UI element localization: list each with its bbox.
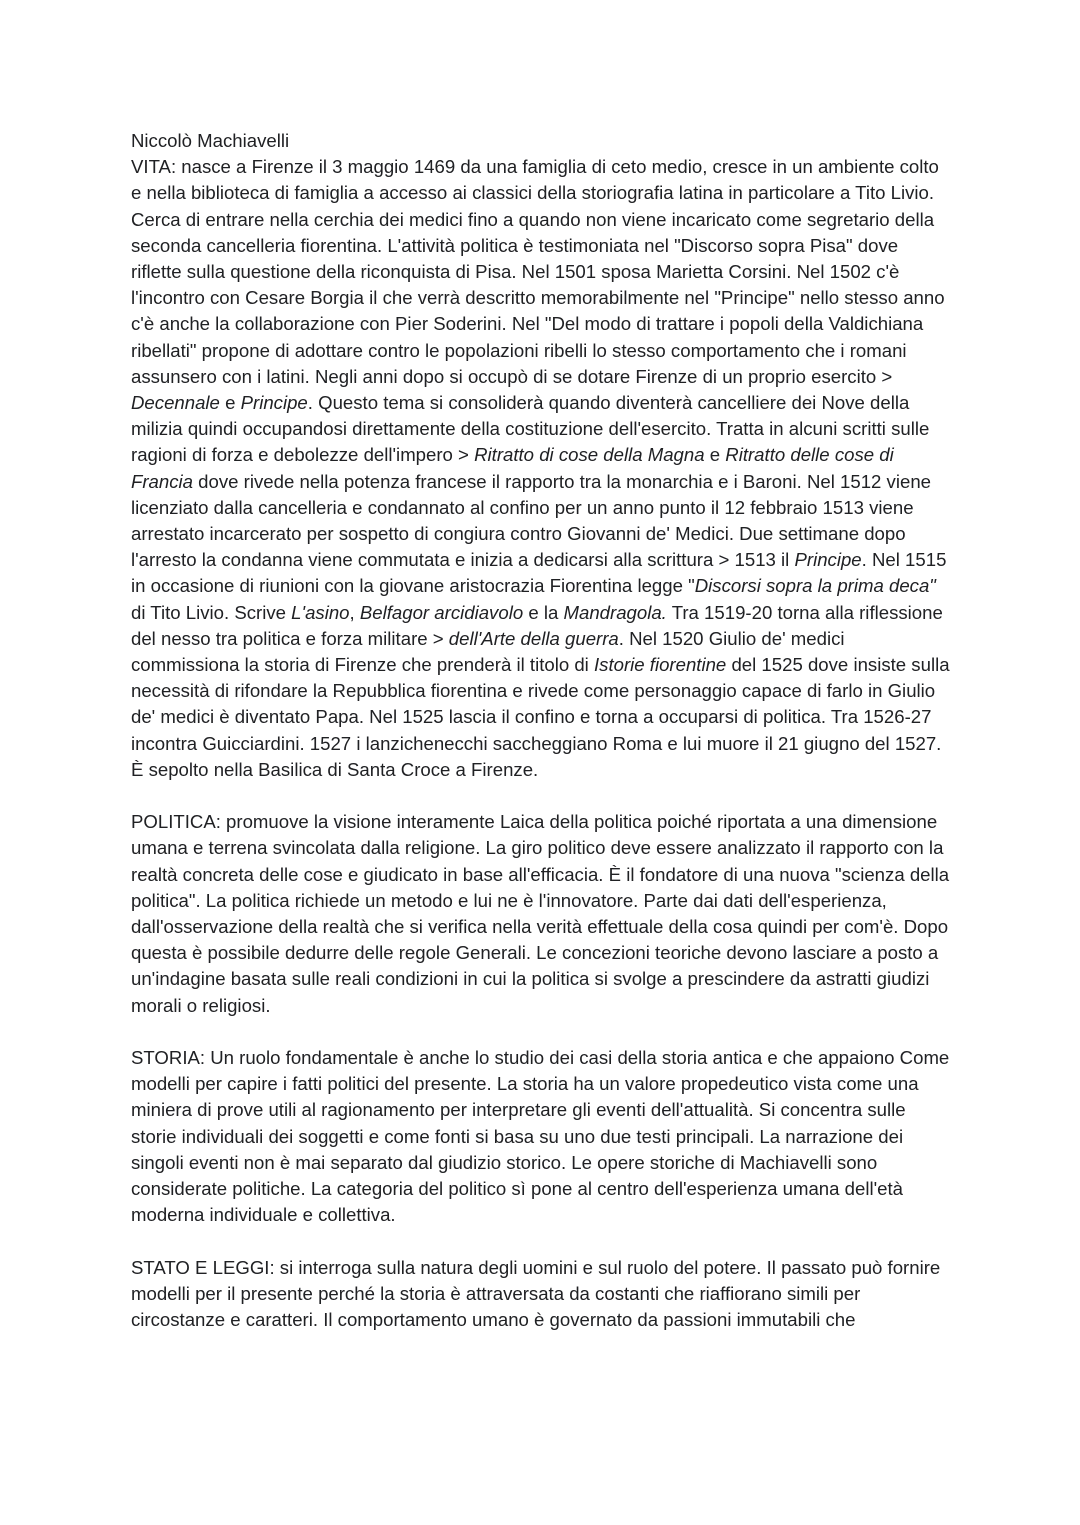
italic-title-mandragola: Mandragola. [563, 601, 667, 623]
italic-title-istorie-fiorentine: Istorie fiorentine [593, 654, 727, 676]
document-title: Niccolò Machiavelli [131, 130, 290, 151]
text-span: , [349, 601, 360, 623]
document-page [131, 128, 953, 1359]
text-span: di Tito Livio. Scrive [131, 601, 292, 623]
text-span: e [704, 444, 726, 466]
italic-title-arte-guerra: dell'Arte della guerra [448, 627, 619, 649]
paragraph-vita [131, 154, 953, 783]
italic-title-discorsi: Discorsi sopra la prima deca" [694, 575, 936, 597]
italic-title-decennale: Decennale [131, 392, 220, 414]
italic-title-principe: Principe [240, 392, 308, 414]
italic-title-ritratto-francia: Ritratto delle cose di Francia [131, 444, 894, 492]
paragraph-stato-e-leggi: STATO E LEGGI: si interroga sulla natura degli uomini e sul ruolo del potere. Il passato può fornire modelli per il presente perché la storia è attraversata da costanti che riaffiorano simili per circostanze e caratteri. Il comportamento umano è governato da passioni immutabili che [131, 1256, 941, 1331]
italic-title-ritratto-magna: Ritratto di cose della Magna [474, 444, 705, 466]
text-span: VITA: nasce a Firenze il 3 maggio 1469 da una famiglia di ceto medio, cresce in un ambiente colto e nella biblioteca di famiglia a accesso ai classici della storiografia latina in particolare a Tito Livio. Cerca di entrare nella cerchia dei medici fino a quando non viene incaricato come segretario della seconda cancelleria fiorentina. L'attività politica è testimoniata nel "Discorso sopra Pisa" dove riflette sulla questione della riconquista di Pisa. Nel 1501 sposa Marietta Corsini. Nel 1502 c'è l'incontro con Cesare Borgia il che verrà descritto memorabilmente nel "Principe" nello stesso anno c'è anche la collaborazione con Pier Soderini. Nel "Del modo di trattare i popoli della Valdichiana ribellati" propone di adottare contro le popolazioni ribelli lo stesso comportamento che i romani assunsero con i latini. Negli anni dopo si occupò di se dotare Firenze di un proprio esercito > [131, 156, 945, 387]
text-span: Tra 1519-20 torna alla riflessione del nesso tra politica e forza militare > [131, 601, 943, 649]
text-span: . Nel 1515 in occasione di riunioni con la giovane aristocrazia Fiorentina legge " [131, 549, 947, 597]
italic-title-principe: Principe [794, 549, 862, 571]
text-span: dove rivede nella potenza francese il rapporto tra la monarchia e i Baroni. Nel 1512 viene licenziato dalla cancelleria e condannato al confino per un anno punto il 12 febbraio 1513 viene arrestato incarcerato per sospetto di congiura contro Giovanni de' Medici. Due settimane dopo l'arresto la condanna viene commutata e inizia a dedicarsi alla scrittura > 1513 il [131, 470, 932, 571]
text-span: . Questo tema si consoliderà quando diventerà cancelliere dei Nove della milizia quindi occupandosi direttamente della costituzione dell'esercito. Tratta in alcuni scritti sulle ragioni di forza e debolezze dell'impero > [131, 392, 930, 466]
paragraph-storia: STORIA: Un ruolo fondamentale è anche lo studio dei casi della storia antica e che appaiono Come modelli per capire i fatti politici del presente. La storia ha un valore propedeutico vista come una miniera di prove utili al ragionamento per interpretare gli eventi dell'attualità. Si concentra sulle storie individuali dei soggetti e come fonti si basa su uno due testi principali. La narrazione dei singoli eventi non è mai separato dal giudizio storico. Le opere storiche di Machiavelli sono considerate politiche. La categoria del politico sì pone al centro dell'esperienza umana dell'età moderna individuale e collettiva. [131, 1047, 950, 1226]
paragraph-politica: POLITICA: promuove la visione interamente Laica della politica poiché riportata a una dimensione umana e terrena svincolata dalla religione. La giro politico deve essere analizzato il rapporto con la realtà concreta delle cose e giudicato in base all'efficacia. È il fondatore di una nuova "scienza della politica". La politica richiede un metodo e lui ne è l'innovatore. Parte dai dati dell'esperienza, dall'osservazione della realtà che si verifica nella verità effettuale della cosa quindi per com'è. Dopo questa è possibile dedurre delle regole Generali. Le concezioni teoriche devono lasciare a posto a un'indagine basata sulle reali condizioni in cui la politica si svolge a prescindere da astratti giudizi morali o religiosi. [131, 811, 950, 1016]
text-span: e la [523, 601, 564, 623]
italic-title-asino: L'asino [291, 601, 350, 623]
text-span: del 1525 dove insiste sulla necessità di rifondare la Repubblica fiorentina e rivede come personaggio capace di farlo in Giulio de' medici è diventato Papa. Nel 1525 lascia il confino e torna a occuparsi di politica. Tra 1526-27 incontra Guicciardini. 1527 i lanzichenecchi saccheggiano Roma e lui muore il 21 giugno del 1527. È sepolto nella Basilica di Santa Croce a Firenze. [131, 654, 950, 780]
text-span: . Nel 1520 Giulio de' medici commissiona la storia di Firenze che prenderà il titolo di [131, 627, 845, 676]
text-span: e [219, 392, 241, 414]
italic-title-belfagor: Belfagor arcidiavolo [359, 601, 524, 623]
